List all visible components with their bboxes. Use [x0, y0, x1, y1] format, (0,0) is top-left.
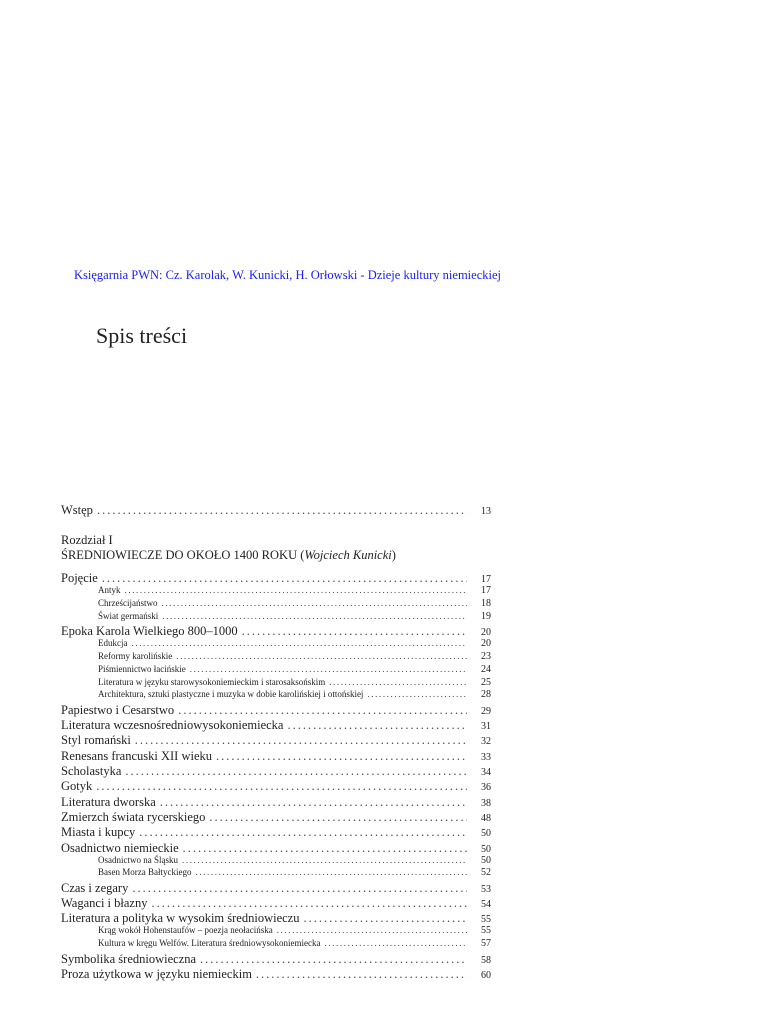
toc-entry [61, 795, 491, 810]
toc-entry [61, 881, 491, 896]
toc-entry-label: Edukcja [98, 638, 128, 649]
toc-entry-label: Chrześcijaństwo [98, 597, 158, 608]
toc-entry-page: 34 [481, 767, 491, 778]
toc-subentry [61, 664, 491, 675]
toc-leader-dots [183, 841, 467, 856]
toc-subentry [61, 611, 491, 622]
toc-entry-page: 20 [481, 627, 491, 639]
toc-leader-dots [182, 855, 467, 865]
toc-entry-label: Krąg wokół Hohenstaufów – poezja neołacińska [98, 925, 273, 936]
toc-subentry [61, 855, 491, 866]
toc-entry-label: Literatura wczesnośredniowysokoniemiecka [61, 718, 284, 733]
toc-leader-dots [367, 689, 467, 699]
toc-entry-page: 52 [481, 867, 491, 879]
toc-entry [61, 810, 491, 825]
toc-entry-page: 36 [481, 782, 491, 794]
toc-leader-dots [176, 651, 467, 661]
toc-entry-label: Gotyk [61, 779, 93, 794]
toc-entry-label: Epoka Karola Wielkiego 800–1000 [61, 624, 238, 639]
toc-entry [61, 911, 491, 926]
toc-entry [61, 764, 491, 779]
toc-subentry [61, 638, 491, 649]
toc-leader-dots [125, 585, 468, 595]
toc-entry-label: Pojęcie [61, 571, 98, 585]
toc-entry-page: 28 [481, 689, 491, 701]
toc-leader-dots [288, 718, 468, 733]
chapter-author: Wojciech Kunicki [304, 548, 392, 562]
toc-subentry [61, 938, 491, 949]
toc-entry-page: 48 [481, 812, 491, 824]
toc-leader-dots [329, 677, 467, 687]
toc-leader-dots [160, 795, 467, 810]
toc-leader-dots [242, 624, 467, 639]
toc-entry-label: Zmierzch świata rycerskiego [61, 809, 206, 824]
toc-entry-page: 54 [481, 899, 491, 911]
toc-entry [61, 703, 491, 718]
toc-entry-label: Wstęp [61, 503, 93, 517]
header-bookstore-link[interactable]: Księgarnia PWN: Cz. Karolak, W. Kunicki, H. Orłowski - Dzieje kultury niemieckiej [74, 268, 501, 282]
toc-entry-page: 19 [481, 610, 491, 622]
toc-subentry [61, 598, 491, 609]
toc-entry-page: 25 [481, 676, 491, 688]
toc-leader-dots [132, 881, 467, 896]
toc-leader-dots [324, 938, 467, 948]
toc-entry-label: Renesans francuski XII wieku [61, 748, 212, 763]
toc-entry-label: Basen Morza Bałtyckiego [98, 867, 192, 878]
toc-entry [61, 718, 491, 733]
toc-entry-page: 50 [481, 828, 491, 840]
toc-subentry [61, 689, 491, 700]
toc-leader-dots [139, 825, 467, 840]
toc-leader-dots [277, 925, 467, 935]
toc-entry-page: 58 [481, 954, 491, 966]
toc-leader-dots [195, 867, 467, 877]
toc-entry-label: Czas i zegary [61, 880, 129, 895]
toc-entry-page: 29 [481, 705, 491, 717]
toc-entry-page: 60 [481, 970, 491, 981]
toc-entry [61, 952, 491, 967]
toc-entry-label: Osadnictwo niemieckie [61, 840, 179, 855]
toc-entry-page: 55 [481, 914, 491, 926]
toc-entry-page: 33 [481, 751, 491, 763]
toc-entry-page: 38 [481, 797, 491, 809]
toc-entry-label: Literatura w języku starowysokoniemieckim i starosaksońskim [98, 676, 326, 687]
toc-leader-dots [97, 503, 467, 518]
toc-entry [61, 571, 491, 586]
toc-entry-label: Literatura a polityka w wysokim średniowieczu [61, 911, 300, 926]
toc-entry [61, 624, 491, 639]
toc-entry-label: Scholastyka [61, 764, 122, 778]
toc-leader-dots [151, 896, 467, 911]
toc-entry-label: Reformy karolińskie [98, 650, 173, 661]
toc-entry-page: 32 [481, 736, 491, 748]
toc-leader-dots [178, 703, 467, 718]
toc-leader-dots [135, 733, 467, 748]
chapter-label: Rozdział I [61, 533, 113, 547]
toc-entry-label: Proza użytkowa w języku niemieckim [61, 967, 252, 981]
toc-subentry [61, 651, 491, 662]
toc-entry-label: Architektura, sztuki plastyczne i muzyka w dobie karolińskiej i ottońskiej [98, 689, 364, 700]
toc-entry-label: Papiestwo i Cesarstwo [61, 702, 175, 717]
toc-entry-label: Piśmiennictwo łacińskie [98, 663, 186, 674]
toc-entry-label: Kultura w kręgu Welfów. Literatura średniowysokoniemiecka [98, 938, 321, 949]
toc-entry [61, 825, 491, 840]
toc-entry [61, 967, 491, 982]
toc-entry-page: 20 [481, 638, 491, 650]
toc-entry-page: 13 [481, 506, 491, 517]
toc-leader-dots [96, 779, 467, 794]
toc-entry-label: Styl romański [61, 733, 131, 748]
toc-leader-dots [209, 810, 467, 825]
toc-leader-dots [256, 967, 467, 982]
toc-entry-label: Miasta i kupcy [61, 825, 136, 840]
toc-entry-page: 53 [481, 883, 491, 895]
toc-entry-page: 17 [481, 585, 491, 596]
toc-entry-page: 50 [481, 854, 491, 866]
toc-entry-label: Literatura dworska [61, 794, 156, 809]
chapter-title-text: ŚREDNIOWIECZE DO OKOŁO 1400 ROKU ( [61, 548, 305, 562]
toc-leader-dots [303, 911, 467, 926]
toc-entry-page: 17 [481, 574, 491, 585]
toc-entry-label: Antyk [98, 585, 121, 595]
page-title: Spis treści [96, 323, 188, 348]
toc-entry-page: 24 [481, 663, 491, 675]
toc-leader-dots [190, 664, 467, 674]
toc-entry-page: 57 [481, 938, 491, 950]
toc-subentry [61, 677, 491, 688]
toc-entry [61, 749, 491, 764]
toc-entry-page: 50 [481, 843, 491, 855]
toc-entry [61, 841, 491, 856]
toc-leader-dots [162, 611, 467, 621]
toc-entry-page: 18 [481, 597, 491, 609]
toc-subentry [61, 867, 491, 878]
toc-leader-dots [132, 638, 468, 648]
toc-leader-dots [216, 749, 467, 764]
toc-entry [61, 733, 491, 748]
toc-entry-label: Waganci i błazny [61, 896, 148, 911]
toc-leader-dots [102, 571, 467, 586]
toc-entry-page: 23 [481, 650, 491, 662]
chapter-title [61, 548, 396, 563]
toc-entry-label: Symbolika średniowieczna [61, 951, 197, 966]
toc-entry [61, 896, 491, 911]
toc-leader-dots [200, 952, 467, 967]
toc-entry [61, 779, 491, 794]
toc-leader-dots [125, 764, 467, 779]
toc-entry-page: 55 [481, 925, 491, 937]
toc-subentry [61, 585, 491, 596]
toc-entry-label: Świat germański [98, 610, 159, 621]
toc-entry-intro [61, 503, 491, 518]
toc-subentry [61, 925, 491, 936]
chapter-title-close: ) [391, 548, 396, 562]
toc-leader-dots [161, 598, 467, 608]
toc-entry-page: 31 [481, 721, 491, 733]
toc-entry-label: Osadnictwo na Śląsku [98, 854, 178, 865]
